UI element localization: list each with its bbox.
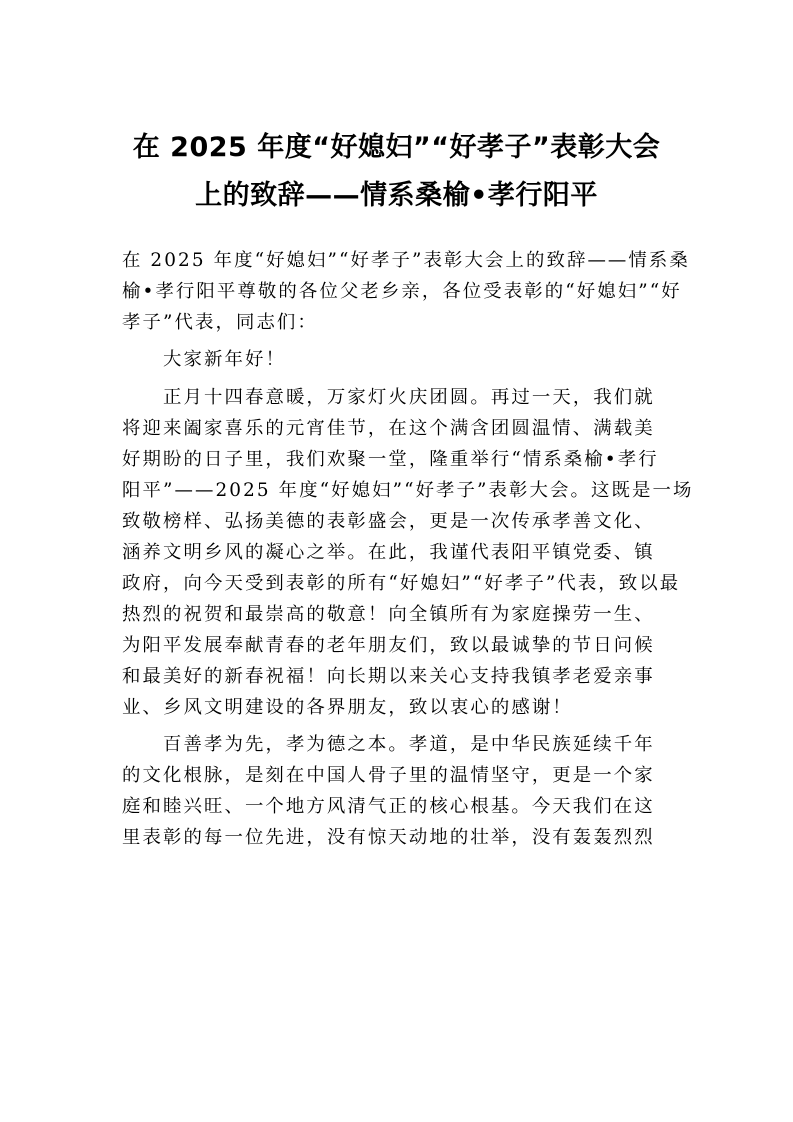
text-line: 致敬榜样、弘扬美德的表彰盛会，更是一次传承孝善文化、: [122, 510, 655, 532]
title-line: 上的致辞——情系桑榆•孝行阳平: [195, 180, 598, 211]
text-line: 热烈的祝贺和最崇高的敬意！向全镇所有为家庭操劳一生、: [122, 603, 655, 625]
text-line: 大家新年好！: [163, 349, 286, 371]
text-line: 百善孝为先，孝为德之本。孝道，是中华民族延续千年: [163, 734, 655, 756]
body-paragraph: [122, 729, 674, 853]
body-paragraph: [122, 382, 694, 723]
text-line: 业、乡风文明建设的各界朋友，致以衷心的感谢！: [122, 696, 573, 718]
title-line: 在 2025 年度“好媳妇”“好孝子”表彰大会: [132, 132, 661, 163]
text-line: 阳平”——2025 年度“好媳妇”“好孝子”表彰大会。这既是一场: [122, 479, 694, 501]
text-line: 和最美好的新春祝福！向长期以来关心支持我镇孝老爱亲事: [122, 665, 655, 687]
text-line: 在 2025 年度“好媳妇”“好孝子”表彰大会上的致辞——情系桑: [122, 250, 690, 271]
document-body: [122, 245, 694, 853]
text-line: 为阳平发展奉献青春的老年朋友们，致以最诚挚的节日问候: [122, 634, 655, 656]
greeting-paragraph: [122, 344, 674, 375]
text-line: 正月十四春意暖，万家灯火庆团圆。再过一天，我们就: [163, 386, 655, 408]
text-line: 庭和睦兴旺、一个地方风清气正的核心根基。今天我们在这: [122, 796, 655, 818]
document-title: [110, 124, 683, 220]
text-line: 好期盼的日子里，我们欢聚一堂，隆重举行“情系桑榆•孝行: [122, 448, 659, 470]
text-line: 的文化根脉，是刻在中国人骨子里的温情坚守，更是一个家: [122, 765, 655, 787]
text-line: 政府，向今天受到表彰的所有“好媳妇”“好孝子”代表，致以最: [122, 572, 681, 594]
text-line: 里表彰的每一位先进，没有惊天动地的壮举，没有轰轰烈烈: [122, 827, 655, 849]
text-line: 榆•孝行阳平尊敬的各位父老乡亲，各位受表彰的“好媳妇”“好: [122, 281, 682, 302]
text-line: 将迎来阖家喜乐的元宵佳节，在这个满含团圆温情、满载美: [122, 417, 655, 439]
text-line: 涵养文明乡风的凝心之举。在此，我谨代表阳平镇党委、镇: [122, 541, 655, 563]
salutation-paragraph: [122, 245, 690, 338]
text-line: 孝子”代表，同志们：: [122, 312, 318, 333]
